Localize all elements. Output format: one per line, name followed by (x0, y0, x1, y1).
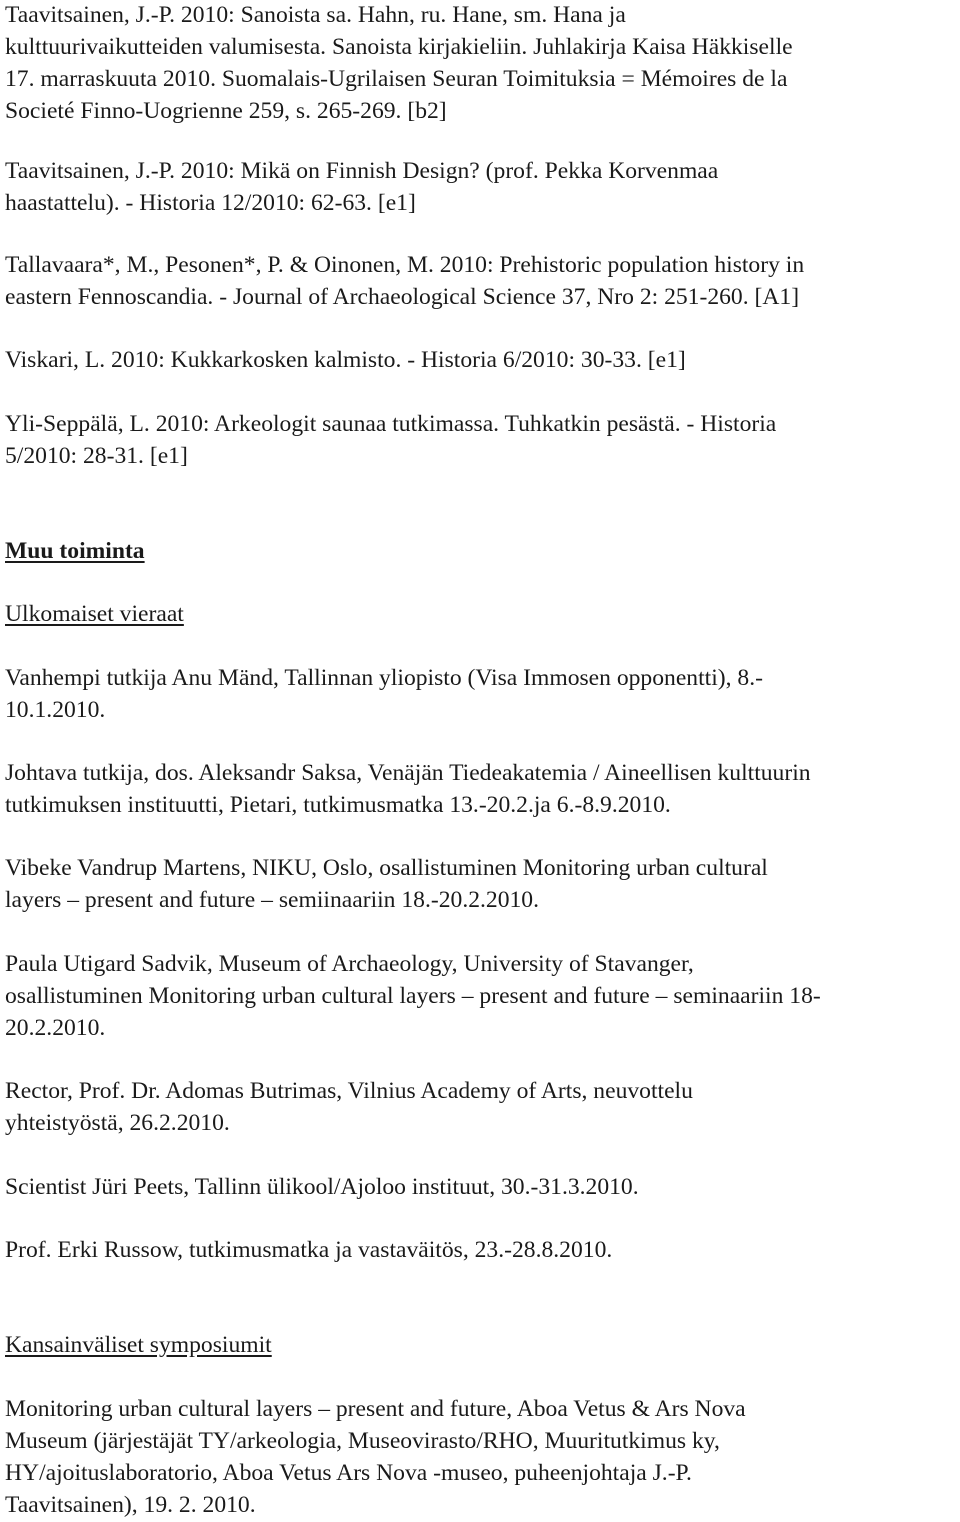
text-line: 5/2010: 28-31. [e1] (5, 443, 188, 469)
visitor-entry (5, 662, 763, 726)
text-line: 20.2.2010. (5, 1015, 106, 1041)
section-heading-other-activity: Muu toiminta (5, 538, 145, 564)
text-line: Taavitsainen), 19. 2. 2010. (5, 1492, 256, 1518)
text-line: haastattelu). - Historia 12/2010: 62-63. [e1] (5, 190, 416, 216)
publication-entry (5, 408, 776, 472)
text-line: Scientist Jüri Peets, Tallinn ülikool/Ajoloo instituut, 30.-31.3.2010. (5, 1174, 639, 1200)
visitor-entry (5, 1171, 639, 1203)
text-line: Paula Utigard Sadvik, Museum of Archaeology, University of Stavanger, (5, 951, 694, 977)
publication-entry (5, 155, 718, 219)
publication-entry (5, 344, 686, 376)
text-line: Taavitsainen, J.-P. 2010: Sanoista sa. Hahn, ru. Hane, sm. Hana ja (5, 2, 626, 28)
text-line: Taavitsainen, J.-P. 2010: Mikä on Finnish Design? (prof. Pekka Korvenmaa (5, 158, 719, 184)
text-line: Vibeke Vandrup Martens, NIKU, Oslo, osallistuminen Monitoring urban cultural (5, 855, 768, 881)
text-line: Johtava tutkija, dos. Aleksandr Saksa, Venäjän Tiedeakatemia / Aineellisen kulttuurin (5, 760, 811, 786)
visitor-entry (5, 1234, 612, 1266)
text-line: Vanhempi tutkija Anu Mänd, Tallinnan yliopisto (Visa Immosen opponentti), 8.- (5, 665, 763, 691)
publication-entry (5, 0, 793, 127)
text-line: osallistuminen Monitoring urban cultural layers – present and future – seminaariin 18- (5, 983, 821, 1009)
visitor-entry (5, 1075, 693, 1139)
text-line: Museum (järjestäjät TY/arkeologia, Museovirasto/RHO, Muuritutkimus ky, (5, 1428, 720, 1454)
text-line: Rector, Prof. Dr. Adomas Butrimas, Vilnius Academy of Arts, neuvottelu (5, 1078, 693, 1104)
text-line: Tallavaara*, M., Pesonen*, P. & Oinonen, M. 2010: Prehistoric population history in (5, 252, 805, 278)
publication-entry (5, 249, 804, 313)
text-line: eastern Fennoscandia. - Journal of Archaeological Science 37, Nro 2: 251-260. [A1] (5, 284, 800, 310)
subsection-heading-foreign-visitors: Ulkomaiset vieraat (5, 601, 184, 627)
text-line: Prof. Erki Russow, tutkimusmatka ja vastaväitös, 23.-28.8.2010. (5, 1237, 613, 1263)
text-line: Viskari, L. 2010: Kukkarkosken kalmisto. - Historia 6/2010: 30-33. [e1] (5, 347, 686, 373)
text-line: Monitoring urban cultural layers – present and future, Aboa Vetus & Ars Nova (5, 1396, 746, 1422)
text-line: Yli-Seppälä, L. 2010: Arkeologit saunaa tutkimassa. Tuhkatkin pesästä. - Historia (5, 411, 777, 437)
subsection-heading-international-symposia: Kansainväliset symposiumit (5, 1332, 272, 1358)
text-line: layers – present and future – semiinaariin 18.-20.2.2010. (5, 887, 539, 913)
visitor-entry (5, 757, 811, 821)
text-line: tutkimuksen instituutti, Pietari, tutkimusmatka 13.-20.2.ja 6.-8.9.2010. (5, 792, 671, 818)
text-line: yhteistyöstä, 26.2.2010. (5, 1110, 230, 1136)
visitor-entry (5, 852, 768, 916)
text-line: HY/ajoituslaboratorio, Aboa Vetus Ars Nova -museo, puheenjohtaja J.-P. (5, 1460, 692, 1486)
visitor-entry (5, 948, 821, 1044)
text-line: Societé Finno-Uogrienne 259, s. 265-269. [b2] (5, 98, 447, 124)
text-line: 17. marraskuuta 2010. Suomalais-Ugrilaisen Seuran Toimituksia = Mémoires de la (5, 66, 788, 92)
symposium-entry (5, 1393, 746, 1521)
text-line: 10.1.2010. (5, 697, 106, 723)
text-line: kulttuurivaikutteiden valumisesta. Sanoista kirjakieliin. Juhlakirja Kaisa Häkkiselle (5, 34, 793, 60)
